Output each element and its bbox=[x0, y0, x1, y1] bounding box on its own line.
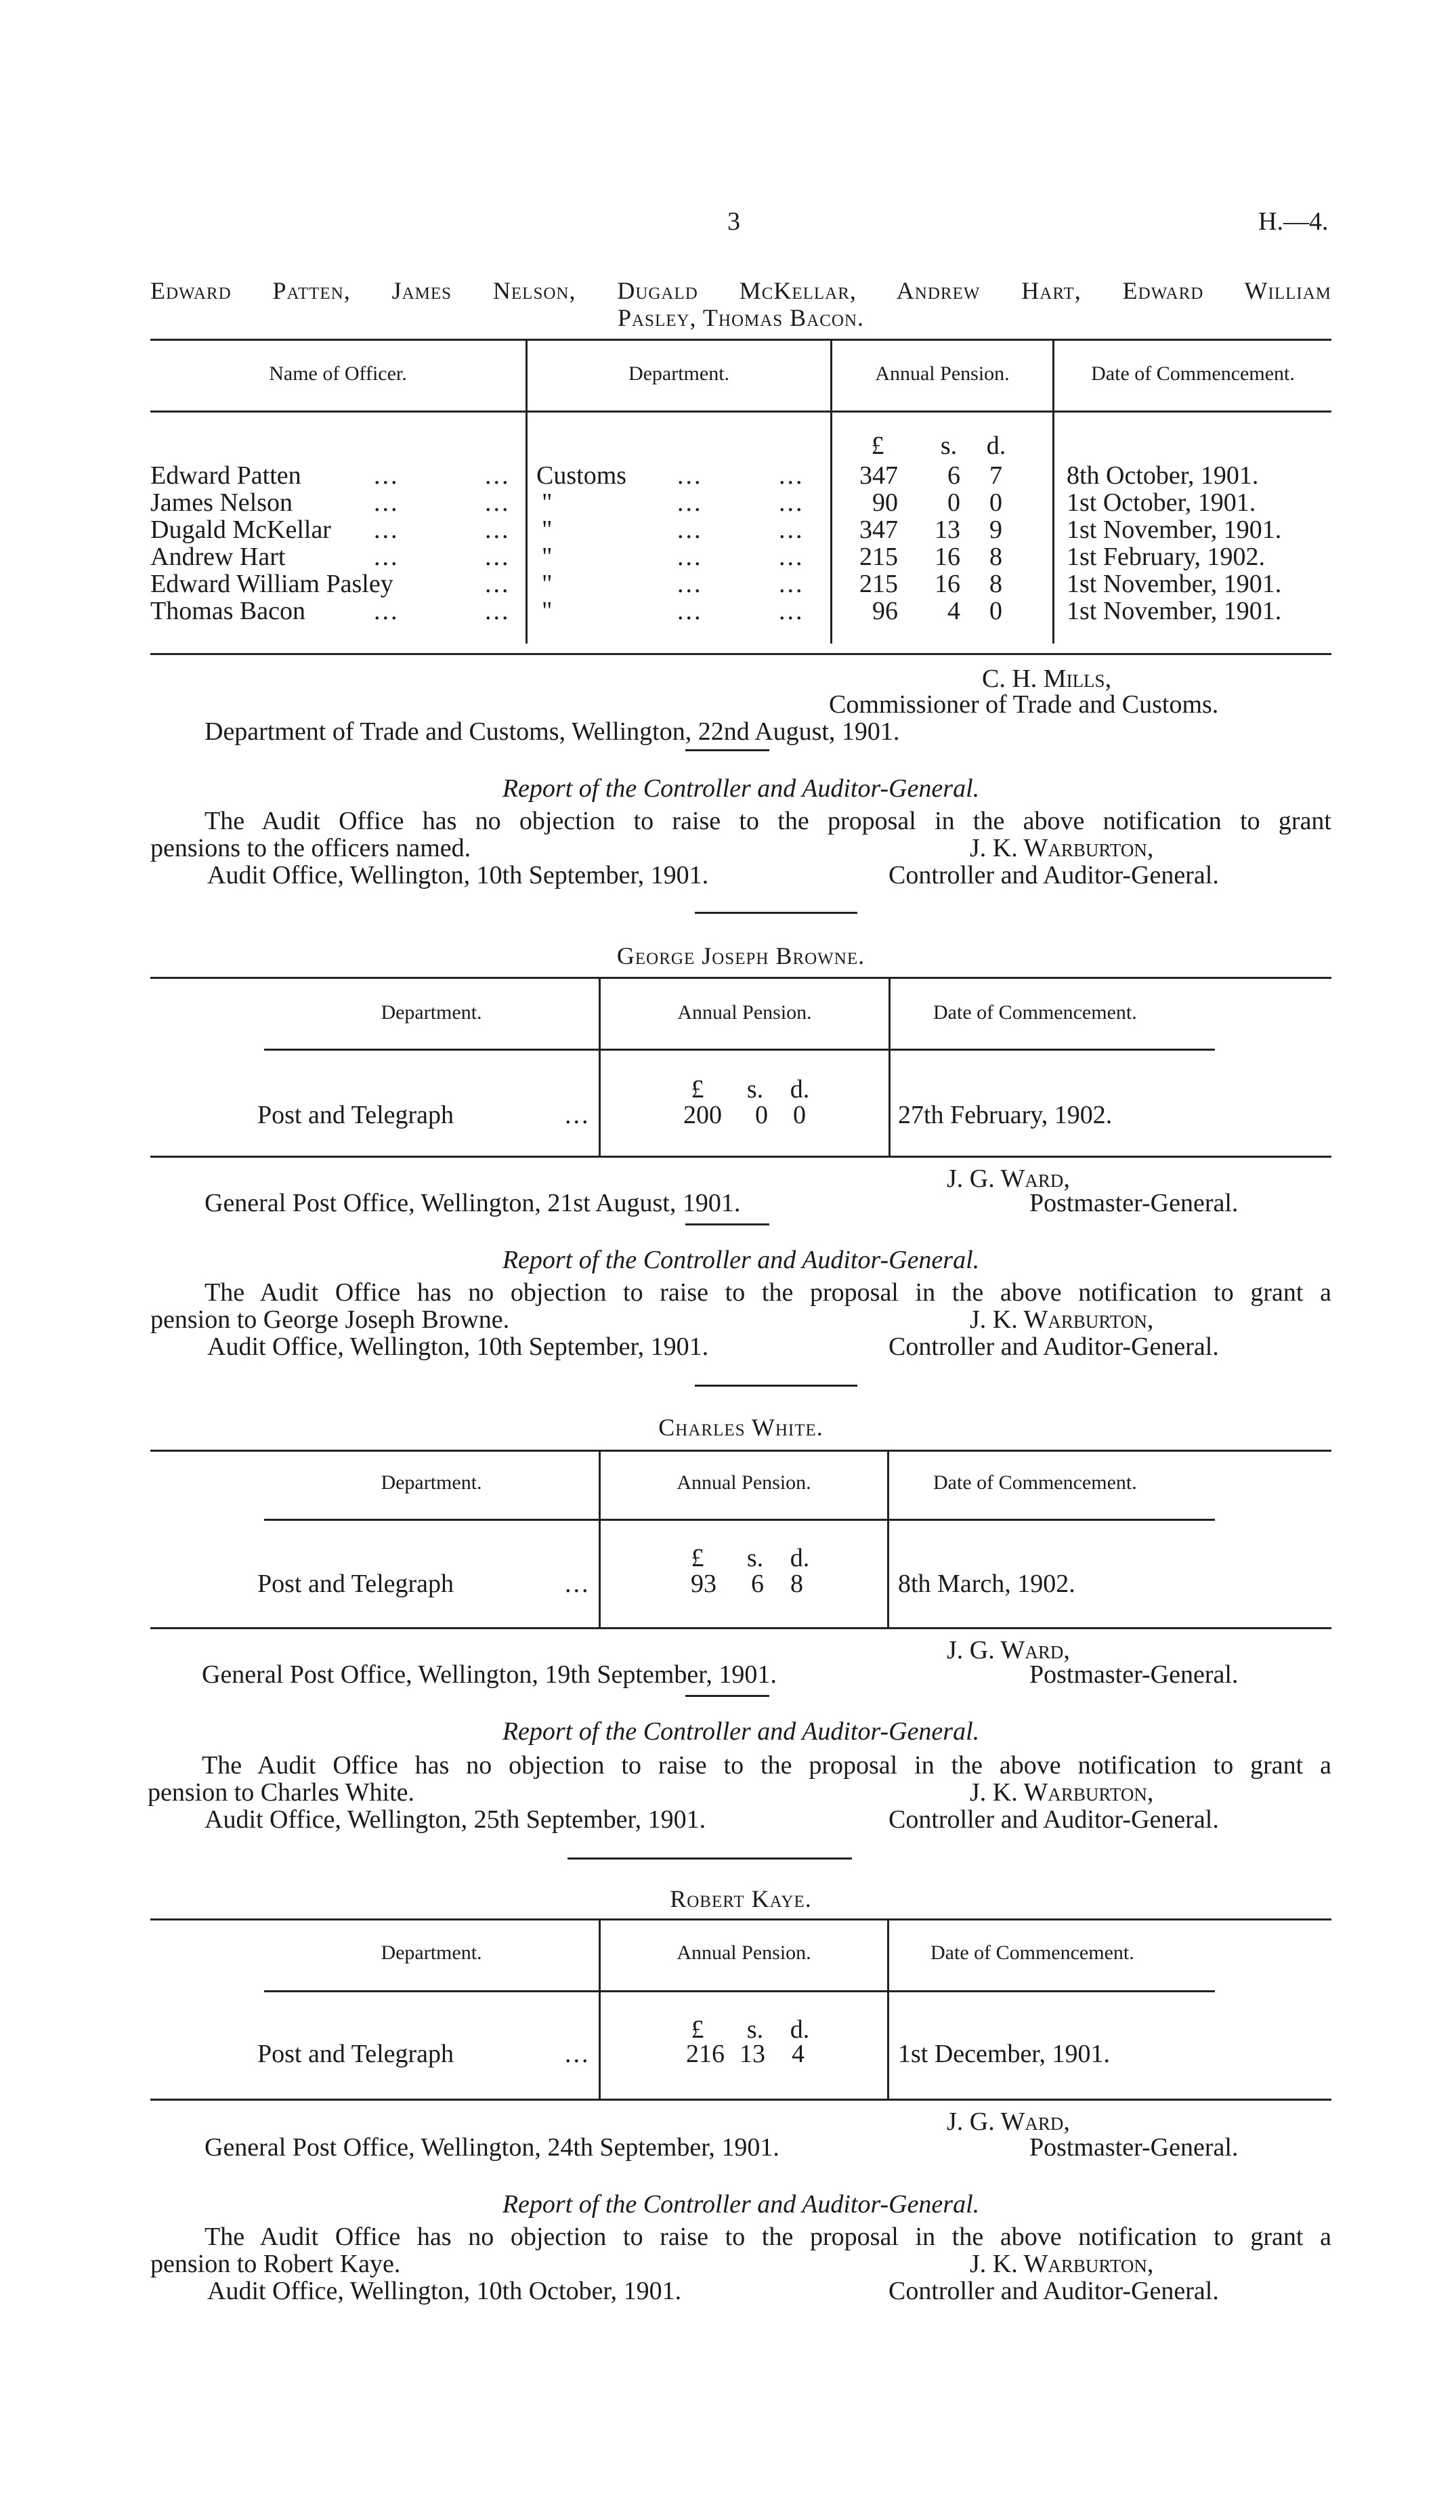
group1-place-date: Department of Trade and Customs, Wellington, 22nd August, 1901. bbox=[205, 717, 900, 746]
group2-signatory-title: Postmaster-General. bbox=[1029, 1189, 1239, 1217]
group2-separator bbox=[685, 1223, 769, 1225]
officer-name: Dugald McKellar bbox=[150, 516, 331, 544]
group2-auditor-name: J. K. Warburton, bbox=[970, 1305, 1154, 1334]
group3-report-line1: The Audit Office has no objection to raise to the proposal in the above notification to grant a bbox=[202, 1751, 1331, 1780]
group4-auditor-name: J. K. Warburton, bbox=[970, 2250, 1154, 2278]
leader-dots: ... bbox=[779, 516, 805, 544]
group1-header-department: Department. bbox=[628, 362, 730, 385]
group4-place-date: General Post Office, Wellington, 24th September, 1901. bbox=[205, 2133, 779, 2162]
pension-shillings: 6 bbox=[947, 461, 960, 490]
leader-dots: ... bbox=[374, 461, 400, 490]
group4-unit-pounds: £ bbox=[691, 2015, 704, 2044]
group1-auditor-title: Controller and Auditor-General. bbox=[888, 861, 1219, 889]
group3-report-heading: Report of the Controller and Auditor-General. bbox=[502, 1717, 980, 1746]
group2-report-line2: pension to George Joseph Browne. bbox=[150, 1305, 510, 1334]
pension-pence: 4 bbox=[792, 2040, 805, 2068]
group3-title: Charles White. bbox=[658, 1414, 823, 1441]
group3-audit-place-date: Audit Office, Wellington, 25th September, 1901. bbox=[205, 1805, 706, 1834]
commencement-date: 8th October, 1901. bbox=[1067, 461, 1259, 490]
group2-table-bottom-rule bbox=[150, 1156, 1331, 1158]
group3-table-bottom-rule bbox=[150, 1627, 1331, 1629]
group2-unit-pounds: £ bbox=[691, 1075, 704, 1104]
pension-pounds: 347 bbox=[859, 461, 898, 490]
group1-report-heading: Report of the Controller and Auditor-General. bbox=[502, 774, 980, 803]
group1-report-line2: pensions to the officers named. bbox=[150, 834, 471, 862]
leader-dots: ... bbox=[485, 488, 511, 517]
group2-audit-place-date: Audit Office, Wellington, 10th September, 1901. bbox=[207, 1332, 709, 1361]
pension-pence: 8 bbox=[989, 570, 1002, 598]
group2-place-date: General Post Office, Wellington, 21st August, 1901. bbox=[205, 1189, 741, 1217]
leader-dots: ... bbox=[565, 2040, 591, 2068]
group2-table-top-rule bbox=[150, 977, 1331, 979]
group3-table-top-rule bbox=[150, 1450, 1331, 1452]
group2-report-line1: The Audit Office has no objection to raise to the proposal in the above notification to grant a bbox=[205, 1278, 1331, 1307]
group4-table-bottom-rule bbox=[150, 2099, 1331, 2101]
group2-header-date: Date of Commencement. bbox=[933, 1001, 1137, 1024]
officer-name: James Nelson bbox=[150, 488, 293, 517]
pension-shillings: 13 bbox=[935, 516, 960, 544]
group4-header-pension: Annual Pension. bbox=[677, 1941, 811, 1964]
group4-title: Robert Kaye. bbox=[670, 1885, 812, 1912]
ditto-mark: " bbox=[542, 570, 553, 598]
pension-pence: 0 bbox=[793, 1101, 806, 1129]
department: Customs bbox=[536, 461, 627, 490]
group3-signatory-name: J. G. Ward, bbox=[947, 1636, 1070, 1664]
page-number: 3 bbox=[727, 207, 740, 236]
group2-signatory-name: J. G. Ward, bbox=[947, 1164, 1070, 1193]
leader-dots: ... bbox=[565, 1570, 591, 1598]
group1-title-line1: Edward Patten, James Nelson, Dugald McKellar, Andrew Hart, Edward William bbox=[150, 277, 1331, 304]
leader-dots: ... bbox=[779, 488, 805, 517]
group1-header-name: Name of Officer. bbox=[269, 362, 407, 385]
ditto-mark: " bbox=[542, 597, 553, 625]
group3-separator bbox=[685, 1695, 769, 1697]
department: Post and Telegraph bbox=[257, 2040, 454, 2068]
group4-report-line1: The Audit Office has no objection to raise to the proposal in the above notification to grant a bbox=[205, 2223, 1331, 2251]
commencement-date: 1st November, 1901. bbox=[1067, 570, 1282, 598]
group2-end-rule bbox=[695, 1385, 857, 1387]
group2-header-rule bbox=[264, 1049, 1215, 1051]
group2-unit-shillings: s. bbox=[746, 1075, 764, 1104]
group2-header-pension: Annual Pension. bbox=[677, 1001, 812, 1024]
leader-dots: ... bbox=[374, 488, 400, 517]
leader-dots: ... bbox=[779, 597, 805, 625]
group3-header-department: Department. bbox=[381, 1471, 482, 1494]
leader-dots: ... bbox=[485, 597, 511, 625]
group2-header-department: Department. bbox=[381, 1001, 482, 1024]
commencement-date: 8th March, 1902. bbox=[898, 1570, 1075, 1598]
commencement-date: 1st February, 1902. bbox=[1067, 543, 1266, 571]
group4-header-rule bbox=[264, 1990, 1215, 1992]
group3-unit-pence: d. bbox=[790, 1544, 810, 1572]
group4-col-divider-2 bbox=[887, 1918, 889, 2099]
group4-signatory-title: Postmaster-General. bbox=[1029, 2133, 1239, 2162]
leader-dots: ... bbox=[485, 543, 511, 571]
pension-pounds: 93 bbox=[691, 1570, 716, 1598]
leader-dots: ... bbox=[677, 543, 703, 571]
group4-report-line2: pension to Robert Kaye. bbox=[150, 2250, 401, 2278]
ditto-mark: " bbox=[542, 543, 553, 571]
group2-report-heading: Report of the Controller and Auditor-General. bbox=[502, 1246, 980, 1274]
group4-header-department: Department. bbox=[381, 1941, 482, 1964]
officer-name: Andrew Hart bbox=[150, 543, 286, 571]
pension-shillings: 6 bbox=[751, 1570, 764, 1598]
leader-dots: ... bbox=[677, 570, 703, 598]
group4-unit-pence: d. bbox=[790, 2015, 810, 2044]
leader-dots: ... bbox=[485, 570, 511, 598]
officer-name: Edward William Pasley bbox=[150, 570, 393, 598]
group4-report-heading: Report of the Controller and Auditor-General. bbox=[502, 2190, 980, 2219]
pension-shillings: 4 bbox=[947, 597, 960, 625]
group4-signatory-name: J. G. Ward, bbox=[947, 2107, 1070, 2136]
group3-end-rule bbox=[568, 1857, 852, 1860]
leader-dots: ... bbox=[565, 1101, 591, 1129]
group1-signatory-title: Commissioner of Trade and Customs. bbox=[829, 690, 1219, 719]
department: Post and Telegraph bbox=[257, 1570, 454, 1598]
group3-col-divider-2 bbox=[887, 1450, 889, 1627]
pension-shillings: 16 bbox=[935, 543, 960, 571]
group1-audit-place-date: Audit Office, Wellington, 10th September, 1901. bbox=[207, 861, 709, 889]
group4-auditor-title: Controller and Auditor-General. bbox=[888, 2277, 1219, 2305]
group3-header-date: Date of Commencement. bbox=[933, 1471, 1137, 1494]
group2-auditor-title: Controller and Auditor-General. bbox=[888, 1332, 1219, 1361]
group1-table-top-rule bbox=[150, 339, 1331, 341]
leader-dots: ... bbox=[485, 461, 511, 490]
pension-pence: 8 bbox=[989, 543, 1002, 571]
pension-pounds: 96 bbox=[872, 597, 898, 625]
group1-unit-shillings: s. bbox=[940, 432, 958, 460]
department: Post and Telegraph bbox=[257, 1101, 454, 1129]
group1-table-bottom-rule bbox=[150, 653, 1331, 655]
leader-dots: ... bbox=[677, 516, 703, 544]
group1-header-pension: Annual Pension. bbox=[875, 362, 1010, 385]
pension-pounds: 215 bbox=[859, 570, 898, 598]
leader-dots: ... bbox=[374, 516, 400, 544]
group3-unit-pounds: £ bbox=[691, 1544, 704, 1572]
group4-header-date: Date of Commencement. bbox=[930, 1941, 1134, 1964]
group2-title: George Joseph Browne. bbox=[616, 942, 865, 969]
pension-shillings: 16 bbox=[935, 570, 960, 598]
group3-signatory-title: Postmaster-General. bbox=[1029, 1660, 1239, 1689]
leader-dots: ... bbox=[374, 597, 400, 625]
pension-pence: 8 bbox=[790, 1570, 803, 1598]
leader-dots: ... bbox=[779, 570, 805, 598]
group3-header-pension: Annual Pension. bbox=[677, 1471, 811, 1494]
group3-header-rule bbox=[264, 1519, 1215, 1521]
pension-pence: 0 bbox=[989, 488, 1002, 517]
group4-unit-shillings: s. bbox=[746, 2015, 764, 2044]
group1-separator bbox=[685, 749, 769, 751]
commencement-date: 27th February, 1902. bbox=[898, 1101, 1113, 1129]
group1-unit-pounds: £ bbox=[871, 432, 884, 460]
group1-signatory-name: C. H. Mills, bbox=[982, 665, 1112, 693]
leader-dots: ... bbox=[779, 461, 805, 490]
group4-audit-place-date: Audit Office, Wellington, 10th October, 1901. bbox=[207, 2277, 682, 2305]
group1-report-line1: The Audit Office has no objection to raise to the proposal in the above notification to grant bbox=[205, 807, 1331, 835]
pension-pounds: 215 bbox=[859, 543, 898, 571]
paper-reference: H.—4. bbox=[1258, 207, 1329, 236]
ditto-mark: " bbox=[542, 488, 553, 517]
pension-pounds: 90 bbox=[872, 488, 898, 517]
group1-auditor-name: J. K. Warburton, bbox=[970, 834, 1154, 862]
ditto-mark: " bbox=[542, 516, 553, 544]
leader-dots: ... bbox=[374, 543, 400, 571]
leader-dots: ... bbox=[485, 516, 511, 544]
pension-pounds: 216 bbox=[686, 2040, 725, 2068]
leader-dots: ... bbox=[677, 597, 703, 625]
group1-header-rule bbox=[150, 411, 1331, 413]
leader-dots: ... bbox=[779, 543, 805, 571]
pension-pence: 9 bbox=[989, 516, 1002, 544]
leader-dots: ... bbox=[677, 488, 703, 517]
group3-place-date: General Post Office, Wellington, 19th September, 1901. bbox=[202, 1660, 777, 1689]
officer-name: Edward Patten bbox=[150, 461, 301, 490]
commencement-date: 1st November, 1901. bbox=[1067, 516, 1282, 544]
group3-unit-shillings: s. bbox=[746, 1544, 764, 1572]
group1-header-date: Date of Commencement. bbox=[1091, 362, 1295, 385]
commencement-date: 1st December, 1901. bbox=[898, 2040, 1110, 2068]
group3-auditor-name: J. K. Warburton, bbox=[970, 1778, 1154, 1807]
pension-pounds: 347 bbox=[859, 516, 898, 544]
pension-shillings: 0 bbox=[947, 488, 960, 517]
leader-dots: ... bbox=[677, 461, 703, 490]
group3-report-line2: pension to Charles White. bbox=[148, 1778, 415, 1807]
officer-name: Thomas Bacon bbox=[150, 597, 306, 625]
group2-col-divider-2 bbox=[888, 977, 891, 1156]
group4-table-top-rule bbox=[150, 1918, 1331, 1920]
commencement-date: 1st October, 1901. bbox=[1067, 488, 1256, 517]
group3-auditor-title: Controller and Auditor-General. bbox=[888, 1805, 1219, 1834]
pension-pence: 7 bbox=[989, 461, 1002, 490]
pension-pence: 0 bbox=[989, 597, 1002, 625]
group1-end-rule bbox=[695, 912, 857, 914]
pension-pounds: 200 bbox=[683, 1101, 722, 1129]
group1-title-line2: Pasley, Thomas Bacon. bbox=[617, 304, 865, 331]
pension-shillings: 13 bbox=[740, 2040, 765, 2068]
group2-unit-pence: d. bbox=[790, 1075, 810, 1104]
pension-shillings: 0 bbox=[755, 1101, 768, 1129]
commencement-date: 1st November, 1901. bbox=[1067, 597, 1282, 625]
group1-unit-pence: d. bbox=[986, 432, 1006, 460]
